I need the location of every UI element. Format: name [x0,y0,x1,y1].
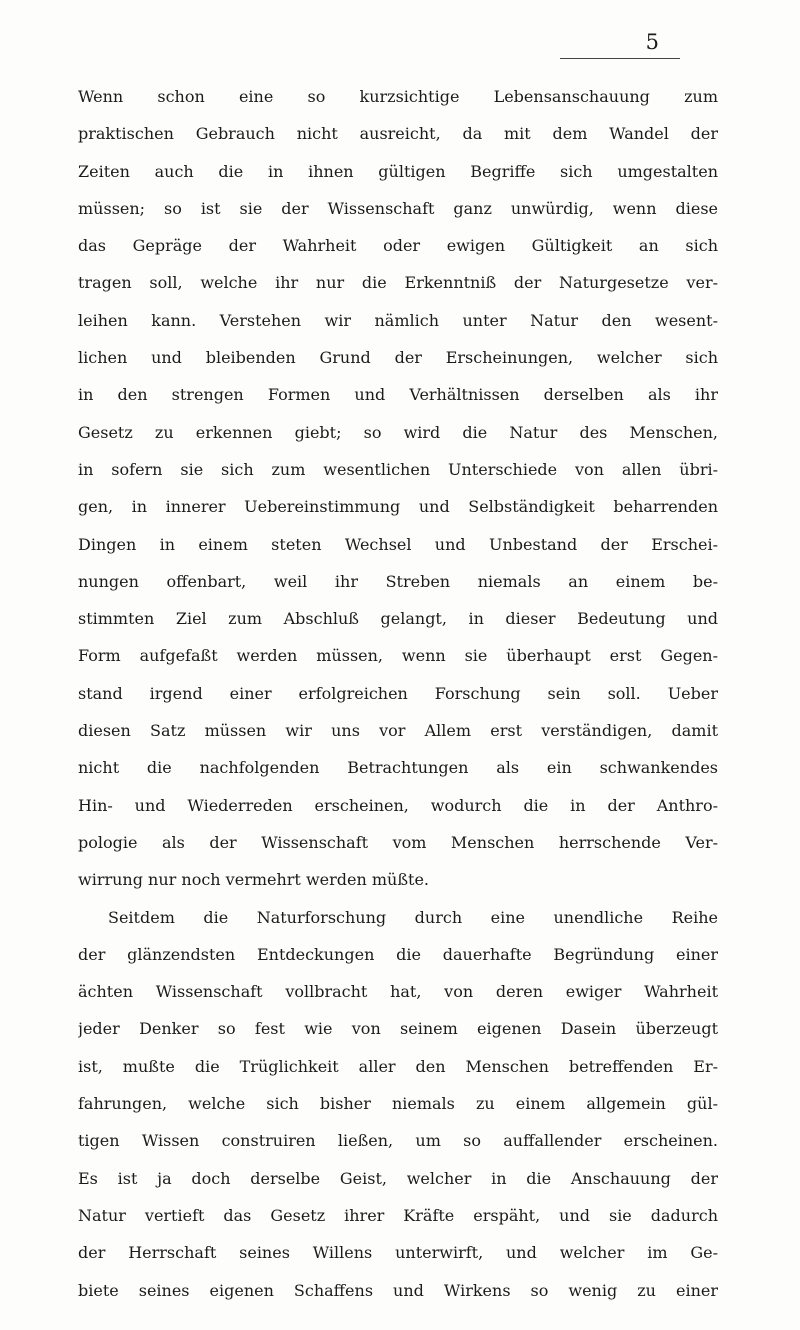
text-line: Zeiten auch die in ihnen gültigen Begriffe sich umgestalten [78,161,718,181]
page-number: 5 [645,30,660,54]
text-line: in sofern sie sich zum wesentlichen Unterschiede von allen übri- [78,459,718,479]
text-line: nungen offenbart, weil ihr Streben niemals an einem be- [78,571,718,591]
text-line: müssen; so ist sie der Wissenschaft ganz unwürdig, wenn diese [78,198,718,218]
text-line: stimmten Ziel zum Abschluß gelangt, in dieser Bedeutung und [78,609,718,629]
text-line: Hin- und Wiederreden erscheinen, wodurch die in der Anthro- [78,795,718,815]
text-line: Seitdem die Naturforschung durch eine unendliche Reihe [108,907,718,927]
text-line: das Gepräge der Wahrheit oder ewigen Gültigkeit an sich [78,236,718,256]
text-line: biete seines eigenen Schaffens und Wirkens so wenig zu einer [78,1280,718,1300]
text-line: leihen kann. Verstehen wir nämlich unter Natur den wesent- [78,310,718,330]
text-line: fahrungen, welche sich bisher niemals zu einem allgemein gül- [78,1094,718,1114]
text-line: nicht die nachfolgenden Betrachtungen als ein schwankendes [78,758,718,778]
text-line: diesen Satz müssen wir uns vor Allem erst verständigen, damit [78,721,718,741]
text-line: ist, mußte die Trüglichkeit aller den Menschen betreffenden Er- [78,1056,718,1076]
text-line: Form aufgefaßt werden müssen, wenn sie überhaupt erst Gegen- [78,646,718,666]
text-line: tigen Wissen construiren ließen, um so auffallender erscheinen. [78,1131,718,1151]
text-line: der Herrschaft seines Willens unterwirft, und welcher im Ge- [78,1243,718,1263]
text-line: pologie als der Wissenschaft vom Menschen herrschende Ver- [78,832,718,852]
text-line: Wenn schon eine so kurzsichtige Lebensanschauung zum [78,87,718,106]
body-text [78,78,718,1309]
text-line: tragen soll, welche ihr nur die Erkenntniß der Naturgesetze ver- [78,273,718,293]
text-line: der glänzendsten Entdeckungen die dauerhafte Begründung einer [78,944,718,964]
text-line: in den strengen Formen und Verhältnissen derselben als ihr [78,385,718,405]
text-line: Gesetz zu erkennen giebt; so wird die Natur des Menschen, [78,422,718,442]
text-line: gen, in innerer Uebereinstimmung und Selbständigkeit beharrenden [78,497,718,517]
text-line: Natur vertieft das Gesetz ihrer Kräfte erspäht, und sie dadurch [78,1205,718,1225]
text-line: wirrung nur noch vermehrt werden müßte. [78,870,430,890]
text-line: lichen und bleibenden Grund der Erscheinungen, welcher sich [78,348,718,368]
text-line: ächten Wissenschaft vollbracht hat, von deren ewiger Wahrheit [78,982,718,1002]
text-line: Es ist ja doch derselbe Geist, welcher in die Anschauung der [78,1168,718,1188]
text-line: stand irgend einer erfolgreichen Forschung sein soll. Ueber [78,683,718,703]
text-line: praktischen Gebrauch nicht ausreicht, da mit dem Wandel der [78,124,718,144]
header-rule [560,58,680,59]
text-line: jeder Denker so fest wie von seinem eigenen Dasein überzeugt [78,1019,718,1039]
text-line: Dingen in einem steten Wechsel und Unbestand der Erschei- [78,534,718,554]
